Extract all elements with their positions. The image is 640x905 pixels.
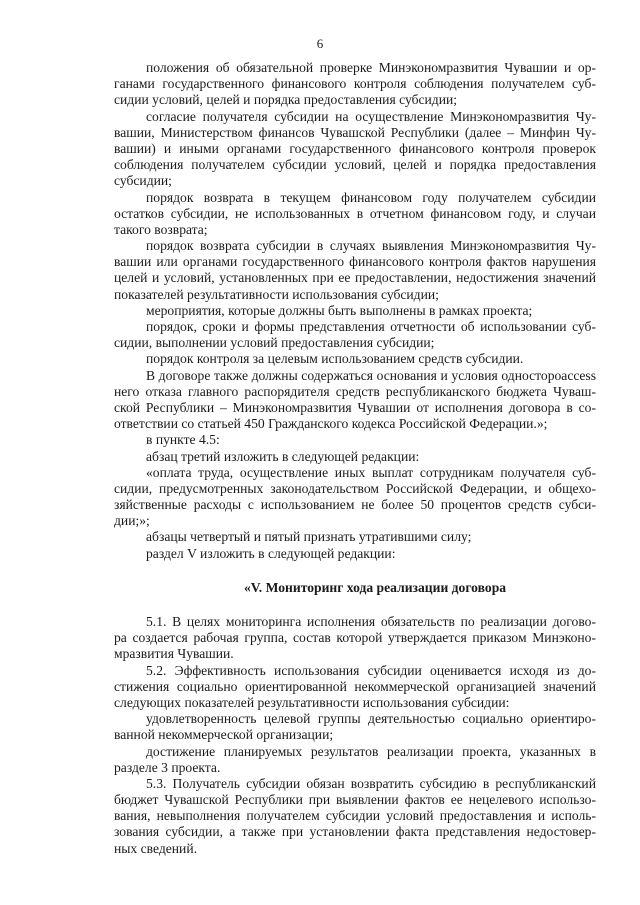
text-line: субсидии; <box>114 173 172 189</box>
paragraph <box>114 663 596 712</box>
paragraph <box>114 432 596 448</box>
text-line: разделе 3 проекта. <box>114 759 221 775</box>
paragraph <box>114 351 596 367</box>
text-line: целей и условий, установленных при ее предоставлении, недостижения значений <box>114 270 596 286</box>
text-line: ской Республики – Минэкономразвития Чувашии от исполнения договора в со- <box>114 399 596 415</box>
text-line: 5.1. В целях мониторинга исполнения обязательств по реализации догово- <box>146 614 596 630</box>
text-line: В договоре также должны содержаться основания и условия одностороaccess <box>146 367 596 383</box>
text-line: остатков субсидии, не использованных в отчетном финансовом году, и случаи <box>114 205 596 221</box>
text-line: раздел V изложить в следующей редакции: <box>146 545 396 561</box>
paragraph <box>114 190 596 239</box>
text-line: удовлетворенность целевой группы деятельностью социально ориентиро- <box>146 711 596 727</box>
paragraph <box>114 711 596 743</box>
text-line: показателей результативности использования субсидии; <box>114 286 439 302</box>
section-heading: «V. Мониторинг хода реализации договора <box>243 579 507 595</box>
text-line: абзацы четвертый и пятый признать утратившими силу; <box>146 529 472 545</box>
paragraph <box>114 319 596 351</box>
amendment-text <box>114 60 596 562</box>
text-line: стижения социально ориентированной некоммерческой организацией значений <box>114 678 596 694</box>
paragraph <box>114 614 596 663</box>
text-line: порядок контроля за целевым использованием средств субсидии. <box>146 351 524 367</box>
text-line: порядок возврата субсидии в случаях выявления Минэкономразвития Чу- <box>146 238 596 254</box>
text-line: ных сведений. <box>114 840 198 856</box>
text-line: 5.2. Эффективность использования субсидии оценивается исходя из до- <box>146 662 596 678</box>
paragraph <box>114 529 596 545</box>
text-line: зования субсидии, а также при установлении факта представления недостовер- <box>114 824 596 840</box>
paragraph <box>114 238 596 303</box>
text-line: мероприятия, которые должны быть выполнены в рамках проекта; <box>146 302 533 318</box>
text-line: дии;»; <box>114 513 150 529</box>
text-line: согласие получателя субсидии на осуществление Минэкономразвития Чу- <box>146 108 596 124</box>
text-line: соблюдения получателем субсидии условий, целей и порядка предоставления <box>114 157 596 173</box>
text-line: абзац третий изложить в следующей редакции: <box>146 448 420 464</box>
section-text <box>114 614 596 857</box>
text-line: «оплата труда, осуществление иных выплат сотрудникам получателя суб- <box>146 464 596 480</box>
text-line: вашии, Министерством финансов Чувашской Республики (далее – Минфин Чу- <box>114 124 596 140</box>
text-line: ванной некоммерческой организации; <box>114 727 334 743</box>
text-line: вания, невыполнения получателем субсидии условий предоставления и исполь- <box>114 808 596 824</box>
text-line: порядок возврата в текущем финансовом году получателем субсидии <box>146 189 596 205</box>
paragraph <box>114 744 596 776</box>
page-number: 6 <box>316 36 324 51</box>
text-line: порядок, сроки и формы представления отчетности об использовании суб- <box>146 319 596 334</box>
paragraph <box>114 109 596 190</box>
paragraph <box>114 368 596 433</box>
text-line: мразвития Чувашии. <box>114 646 234 662</box>
text-line: бюджет Чувашской Республики при выявлении фактов ее нецелевого использо- <box>114 792 596 808</box>
text-line: 5.3. Получатель субсидии обязан возвратить субсидию в республиканский <box>146 775 596 791</box>
text-line: в пункте 4.5: <box>146 432 220 448</box>
text-line: ганами государственного финансового контроля соблюдения получателем суб- <box>114 76 596 92</box>
paragraph <box>114 303 596 319</box>
paragraph <box>114 60 596 109</box>
text-line: достижение планируемых результатов реализации проекта, указанных в <box>146 743 596 759</box>
text-line: него отказа главного распорядителя средств республиканского бюджета Чуваш- <box>114 383 596 399</box>
text-line: такого возврата; <box>114 221 208 237</box>
text-line: вашии) и иными органами государственного финансового контроля проверок <box>114 140 596 156</box>
paragraph <box>114 465 596 530</box>
paragraph <box>114 449 596 465</box>
text-line: сидии, предусмотренных законодательством Российской Федерации, и общехо- <box>114 480 596 496</box>
text-line: зяйственные расходы с использованием не более 50 процентов средств субси- <box>114 497 596 513</box>
text-line: сидии, выполнении условий предоставления субсидии; <box>114 335 435 351</box>
paragraph <box>114 776 596 857</box>
text-line: ра создается рабочая группа, состав которой утверждается приказом Минэконо- <box>114 630 596 646</box>
text-line: положения об обязательной проверке Минэкономразвития Чувашии и ор- <box>146 60 596 75</box>
text-line: сидии условий, целей и порядка предоставления субсидии; <box>114 92 458 108</box>
text-line: следующих показателей результативности использования субсидии: <box>114 694 510 710</box>
document-body <box>114 60 596 857</box>
paragraph <box>114 546 596 562</box>
text-line: вашии или органами государственного финансового контроля фактов нарушения <box>114 254 596 270</box>
text-line: ответствии со статьей 450 Гражданского кодекса Российской Федерации.»; <box>114 416 548 432</box>
